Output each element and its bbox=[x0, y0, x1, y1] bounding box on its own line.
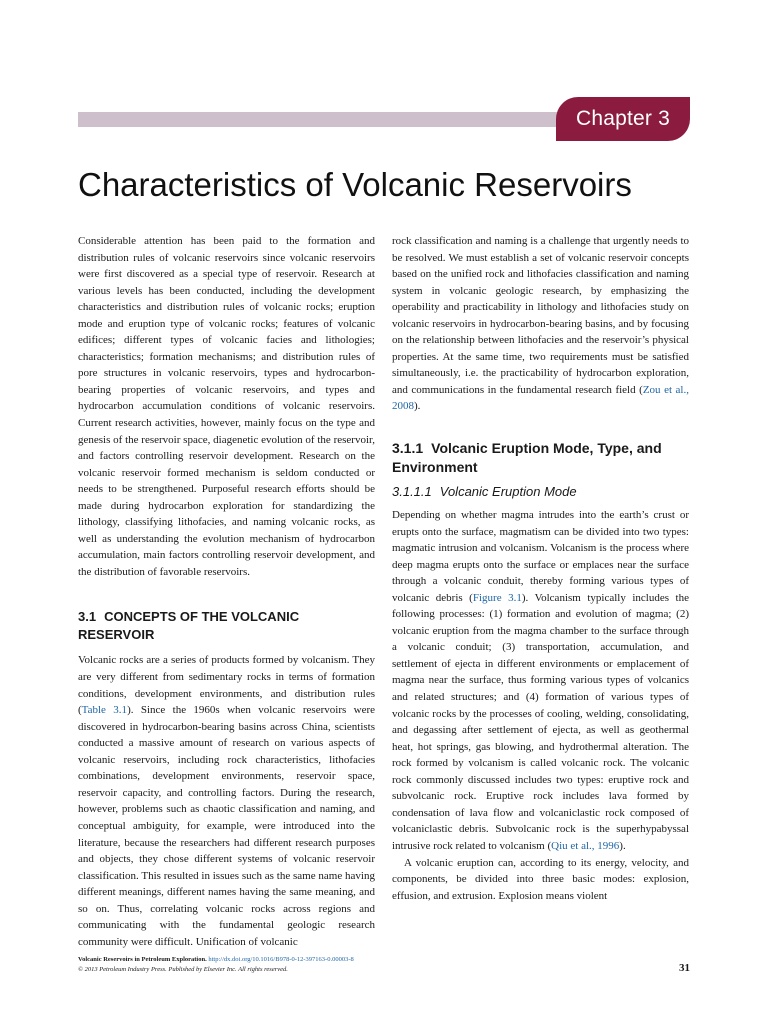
chapter-label: Chapter 3 bbox=[556, 97, 690, 141]
chapter-title: Characteristics of Volcanic Reservoirs bbox=[78, 166, 632, 203]
subsection-title: Volcanic Eruption Mode, Type, and Environment bbox=[392, 440, 662, 476]
section-title: CONCEPTS OF THE VOLCANIC RESERVOIR bbox=[78, 609, 300, 643]
subsubsection-heading bbox=[392, 483, 689, 501]
citation-link-zou[interactable]: Zou et al., 2008 bbox=[392, 383, 689, 413]
section-paragraph: Volcanic rocks are a series of products formed by volcanism. They are very different from sedimentary rocks in terms of formation conditions, development environments, and distribution rules (Table 3.1). Since the 1960s when volcanic reservoirs were discovered in hydrocarbon-bearing basins across China, scientists conducted a massive amount of research on various aspects of volcanic reservoirs, including rock characteristics, lithofacies combinations, development environments, reservoir space, reservoir capacity, and controlling factors. During the research, however, problems such as chaotic classification and naming, and conceptual ambiguity, for example, were introduced into the literature, because the researchers had different research purposes and objects, they chose different systems of volcanic reservoir classification. This resulted in issues such as the same name having different meanings, different names having the same meaning, and so on. Thus, correlating volcanic rocks across regions and communicating with the fundamental geologic research community were difficult. Unification of volcanic bbox=[78, 654, 375, 948]
section-heading bbox=[78, 608, 375, 644]
subsection-heading bbox=[392, 439, 689, 477]
section-number: 3.1 bbox=[78, 609, 97, 625]
page-footer bbox=[78, 955, 690, 975]
subsubsection-title: Volcanic Eruption Mode bbox=[439, 484, 577, 500]
left-column bbox=[78, 233, 375, 950]
chapter-header-band bbox=[78, 112, 558, 127]
subsection-number: 3.1.1 bbox=[392, 440, 424, 457]
figure-reference-link[interactable]: Figure 3.1 bbox=[472, 591, 522, 604]
table-reference-link[interactable]: Table 3.1 bbox=[81, 704, 128, 717]
right-column bbox=[392, 233, 689, 904]
eruption-types-paragraph: A volcanic eruption can, according to its energy, velocity, and components, be divided into three basic modes: explosion, effusion, and extrusion. Explosion means violent bbox=[392, 856, 689, 902]
intro-paragraph: Considerable attention has been paid to the formation and distribution rules of volcanic reservoirs since volcanic reservoirs were first discovered as a special type of reservoir. Research at various levels has been conducted, including the development characteristics and distribution rules of volcanic rocks; eruption mode and eruption type of volcanic rocks; features of volcanic edifices; different types of volcanic facies and lithologies; characteristics; formation mechanisms; and distribution rules of pore structures in volcanic reservoirs, types and hydrocarbon-bearing properties of volcanic reservoirs, and types and hydrocarbon accumulation conditions of volcanic reservoirs. Current research activities, however, mainly focus on the type and genesis of the reservoir space, diagenetic evolution of the reservoir, and factors controlling reservoir development. Research on the volcanic reservoir formed mechanism is seldom conducted or needs to be strengthened. Purposeful research efforts should be made during hydrocarbon exploration for standardizing the lithology, classifying lithofacies, and naming volcanic rocks, as well as understanding the evolution mechanism of hydrocarbon accumulation, main factors controlling reservoir development, and the distribution of favorable reservoirs. bbox=[78, 235, 375, 578]
citation-link-qiu[interactable]: Qiu et al., 1996 bbox=[551, 839, 620, 852]
eruption-mode-paragraph: Depending on whether magma intrudes into the earth’s crust or erupts onto the surface, magmatism can be divided into two types: magmatic intrusion and volcanism. Volcanism is the process where deep magma erupts onto the surface or emplaces near the surface through a volcanic conduit, thereby forming various types of volcanic debris (Figure 3.1). Volcanism typically includes the following processes: (1) formation and evolution of magma; (2) volcanic eruption from the magma chamber to the surface through a volcanic conduit; (3) transportation, accumulation, and settlement of ejecta in different environments or emplacement of magma near the surface, thus forming various types of volcanics and related structures; and (4) formation of various types of volcanic rocks by the processes of cooling, welding, consolidating, and degassing after settlement of ejecta, as well as geothermal heat, hot springs, gas blowing, and hydrothermal alteration. The rock formed by volcanism is called volcanic rock. The volcanic rock commonly discussed includes two types: eruptive rock and subvolcanic rock. Eruptive rock includes lava formed by condensation of lava flow and volcaniclastic rock composed of volcaniclastic debris. Subvolcanic rock is the superhypabyssal intrusive rock related to volcanism (Qiu et al., 1996). bbox=[392, 509, 689, 852]
continuation-paragraph: rock classification and naming is a challenge that urgently needs to be resolved. We must establish a set of volcanic reservoir concepts based on the unified rock and lithofacies classification and naming system in volcanic geologic research, by emphasizing the operability and practicability in lithology and lithofacies study on volcanic reservoirs in hydrocarbon-bearing basins, and by focusing on the relationship between lithofacies and the reservoir’s physical properties. At the same time, two requirements must be satisfied simultaneously, i.e. the practicability of hydrocarbon exploration, and communications in the fundamental research field (Zou et al., 2008). bbox=[392, 235, 689, 413]
book-title: Volcanic Reservoirs in Petroleum Exploration. bbox=[78, 956, 207, 963]
subsubsection-number: 3.1.1.1 bbox=[392, 484, 432, 500]
page-number: 31 bbox=[679, 962, 690, 974]
copyright-notice: © 2013 Petroleum Industry Press. Published by Elsevier Inc. All rights reserved. bbox=[78, 966, 288, 973]
doi-link[interactable]: http://dx.doi.org/10.1016/B978-0-12-397163-0.00003-8 bbox=[208, 956, 354, 963]
